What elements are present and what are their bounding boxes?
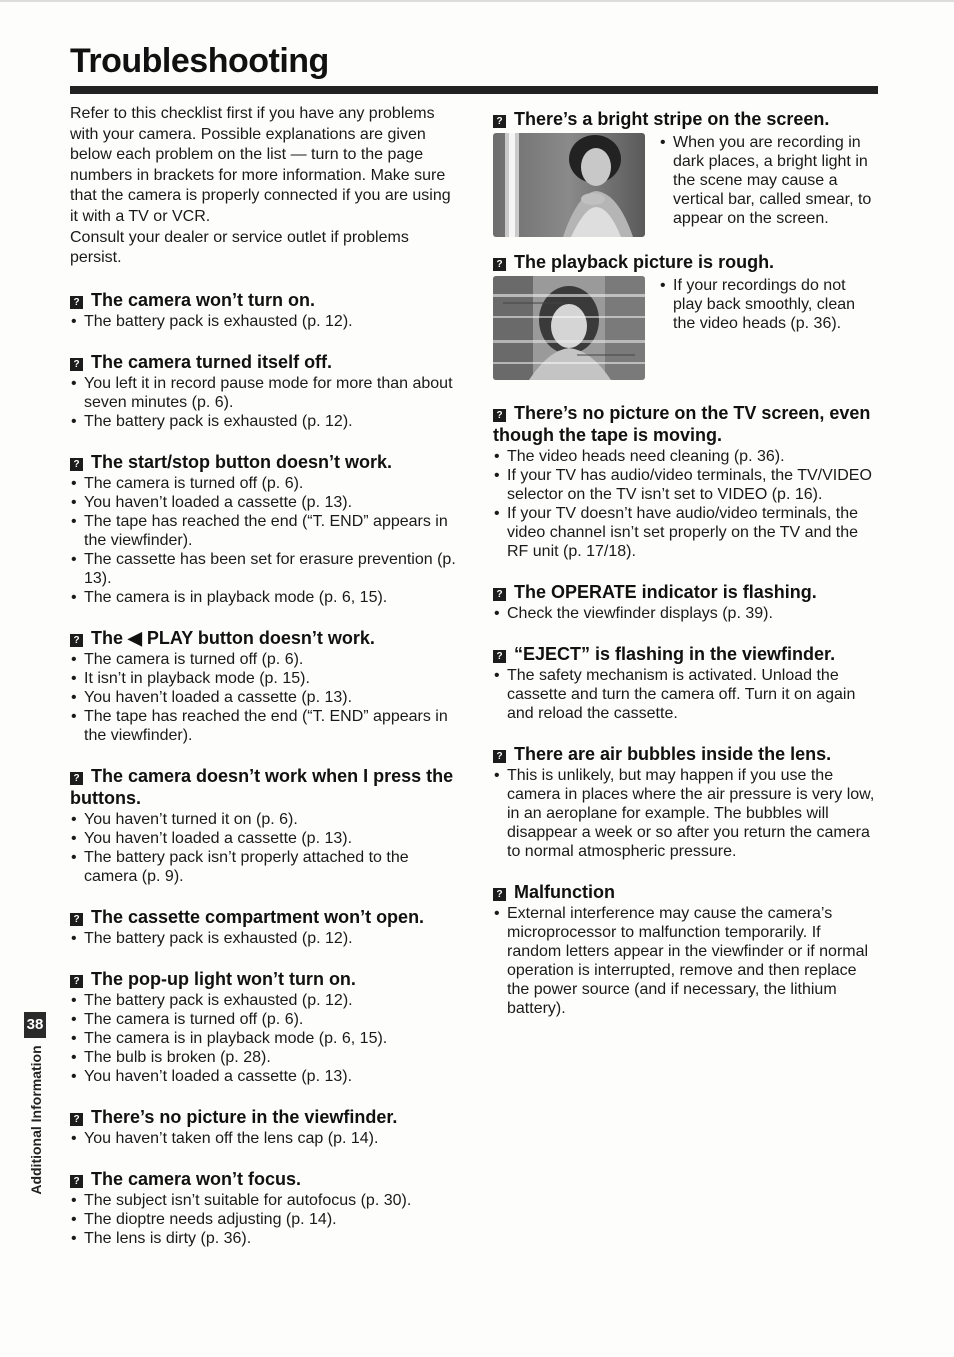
section-heading: There are air bubbles inside the lens. — [514, 744, 832, 764]
section-heading: “EJECT” is flashing in the viewfinder. — [514, 644, 836, 664]
section-heading: The ◀ PLAY button doesn’t work. — [91, 627, 375, 648]
section-heading: The OPERATE indicator is flashing. — [514, 582, 817, 602]
list-item: • When you are recording in dark places, a bright light in the scene may cause a vertical bar, called smear, to appear on the screen. — [659, 133, 879, 228]
question-icon: ? — [493, 650, 506, 663]
intro-text — [70, 104, 462, 269]
list-item: • It isn’t in playback mode (p. 15). — [70, 669, 462, 688]
list-item: • The safety mechanism is activated. Unload the cassette and turn the camera off. Turn it on again and reload the cassette. — [493, 666, 879, 723]
left-column — [70, 104, 462, 1248]
section-start-stop-button — [70, 451, 462, 607]
section-heading: The camera won’t turn on. — [91, 289, 316, 310]
list-item: • The camera is turned off (p. 6). — [70, 1010, 462, 1029]
question-icon: ? — [493, 588, 506, 601]
question-icon: ? — [70, 634, 83, 647]
question-icon: ? — [70, 458, 83, 471]
question-icon: ? — [493, 888, 506, 901]
list-item: • The lens is dirty (p. 36). — [70, 1229, 462, 1248]
section-heading: There’s no picture on the TV screen, even though the tape is moving. — [493, 403, 871, 445]
right-column — [493, 108, 879, 1018]
list-item: • The tape has reached the end (“T. END” appears in the viewfinder). — [70, 512, 462, 550]
list-item: • You haven’t turned it on (p. 6). — [70, 810, 462, 829]
section-air-bubbles — [493, 743, 879, 861]
section-bright-stripe — [493, 108, 879, 237]
list-item: • The dioptre needs adjusting (p. 14). — [70, 1210, 462, 1229]
section-pop-up-light — [70, 968, 462, 1086]
section-operate-indicator — [493, 581, 879, 623]
list-item: • Check the viewfinder displays (p. 39). — [493, 604, 879, 623]
list-item: • You haven’t loaded a cassette (p. 13). — [70, 829, 462, 848]
list-item: • You left it in record pause mode for more than about seven minutes (p. 6). — [70, 374, 462, 412]
intro-paragraph-2: Consult your dealer or service outlet if problems persist. — [70, 228, 409, 267]
list-item: • The subject isn’t suitable for autofocus (p. 30). — [70, 1191, 462, 1210]
list-item: • This is unlikely, but may happen if you use the camera in places where the air pressure is very low, in an aeroplane for example. The bubbles will disappear a week or so after you return the camera to normal atmospheric pressure. — [493, 766, 879, 861]
section-heading: The camera turned itself off. — [91, 351, 333, 372]
question-icon: ? — [493, 409, 506, 422]
list-item: • You haven’t taken off the lens cap (p. 14). — [70, 1129, 462, 1148]
section-heading: The playback picture is rough. — [514, 252, 775, 272]
list-item: • You haven’t loaded a cassette (p. 13). — [70, 1067, 462, 1086]
list-item: • The battery pack is exhausted (p. 12). — [70, 929, 462, 948]
list-item: • The video heads need cleaning (p. 36). — [493, 447, 879, 466]
section-heading: The pop-up light won’t turn on. — [91, 968, 356, 989]
question-icon: ? — [70, 358, 83, 371]
question-icon: ? — [70, 975, 83, 988]
section-side-label: Additional Information — [28, 1045, 44, 1195]
title-rule — [70, 86, 878, 94]
section-heading: The camera won’t focus. — [91, 1168, 302, 1189]
top-edge-rule — [0, 0, 954, 2]
section-heading: There’s a bright stripe on the screen. — [514, 109, 830, 129]
section-heading: The start/stop button doesn’t work. — [91, 451, 392, 472]
smear-example-photo — [493, 133, 645, 237]
list-item: • The bulb is broken (p. 28). — [70, 1048, 462, 1067]
section-buttons-dont-work — [70, 765, 462, 886]
section-heading: The camera doesn’t work when I press the buttons. — [70, 765, 454, 808]
section-camera-turned-off — [70, 351, 462, 431]
section-eject-flashing — [493, 643, 879, 723]
section-heading: Malfunction — [514, 882, 615, 902]
question-icon: ? — [70, 1113, 83, 1126]
question-icon: ? — [493, 115, 506, 128]
question-icon: ? — [70, 913, 83, 926]
question-icon: ? — [493, 258, 506, 271]
list-item: • The camera is turned off (p. 6). — [70, 650, 462, 669]
list-item: • You haven’t loaded a cassette (p. 13). — [70, 493, 462, 512]
list-item: • The battery pack is exhausted (p. 12). — [70, 991, 462, 1010]
section-camera-wont-turn-on — [70, 289, 462, 331]
section-heading: The cassette compartment won’t open. — [91, 906, 425, 927]
list-item: • The camera is in playback mode (p. 6, 15). — [70, 1029, 462, 1048]
section-cassette-compartment — [70, 906, 462, 948]
question-icon: ? — [493, 750, 506, 763]
page-title: Troubleshooting — [70, 42, 329, 80]
section-malfunction — [493, 881, 879, 1018]
list-item: • If your recordings do not play back smoothly, clean the video heads (p. 36). — [659, 276, 879, 333]
section-playback-rough — [493, 251, 879, 380]
section-no-picture-tv — [493, 402, 879, 561]
list-item: • The camera is turned off (p. 6). — [70, 474, 462, 493]
section-wont-focus — [70, 1168, 462, 1248]
list-item: • The camera is in playback mode (p. 6, 15). — [70, 588, 462, 607]
list-item: • The cassette has been set for erasure prevention (p. 13). — [70, 550, 462, 588]
list-item: • The battery pack is exhausted (p. 12). — [70, 412, 462, 431]
list-item: • If your TV has audio/video terminals, the TV/VIDEO selector on the TV isn’t set to VIDEO (p. 16). — [493, 466, 879, 504]
section-no-picture-viewfinder — [70, 1106, 462, 1148]
question-icon: ? — [70, 772, 83, 785]
question-icon: ? — [70, 1175, 83, 1188]
rough-playback-photo — [493, 276, 645, 380]
section-heading: There’s no picture in the viewfinder. — [91, 1106, 398, 1127]
page-number-tab: 38 — [24, 1012, 46, 1038]
list-item: • The tape has reached the end (“T. END” appears in the viewfinder). — [70, 707, 462, 745]
question-icon: ? — [70, 296, 83, 309]
list-item: • External interference may cause the camera’s microprocessor to malfunction temporarily. If random letters appear in the viewfinder or if normal operation is interrupted, remove and then replace the power source (and if necessary, the lithium battery). — [493, 904, 879, 1018]
intro-paragraph-1: Refer to this checklist first if you have any problems with your camera. Possible explanations are given below each problem on the list — turn to the page numbers in brackets for more information. Make sure that the camera is properly connected if you are using it with a TV or VCR. — [70, 105, 451, 225]
list-item: • You haven’t loaded a cassette (p. 13). — [70, 688, 462, 707]
list-item: • If your TV doesn’t have audio/video terminals, the video channel isn’t set properly on the TV and the RF unit (p. 17/18). — [493, 504, 879, 561]
list-item: • The battery pack is exhausted (p. 12). — [70, 312, 462, 331]
section-play-button — [70, 627, 462, 745]
list-item: • The battery pack isn’t properly attached to the camera (p. 9). — [70, 848, 462, 886]
